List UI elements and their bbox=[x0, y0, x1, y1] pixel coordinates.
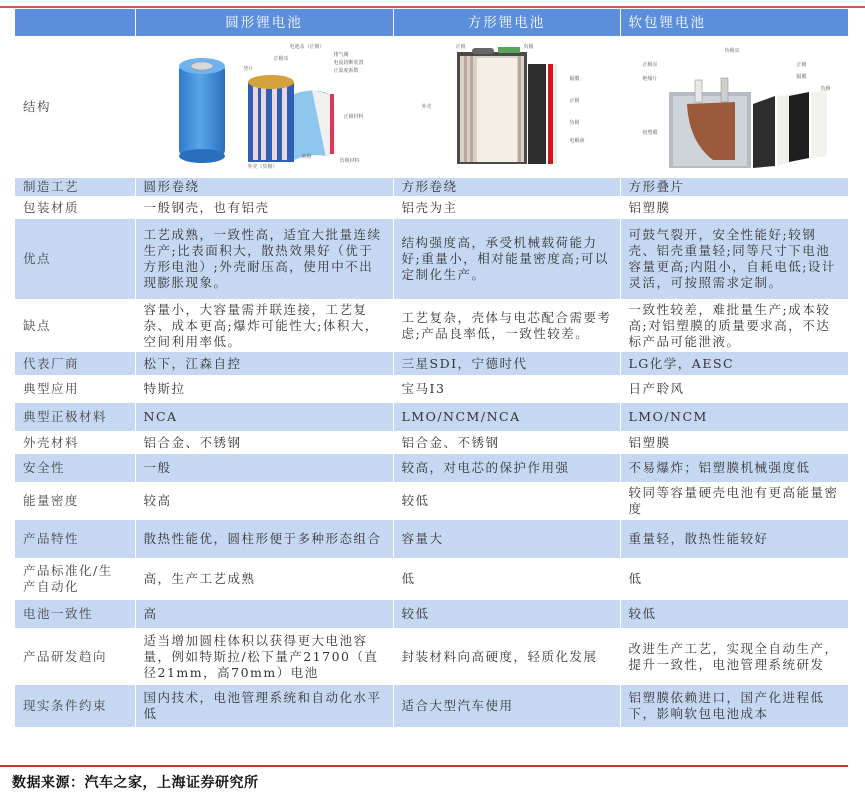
diagram-label: 电池盖（正极） bbox=[289, 44, 325, 50]
cell-prismatic: LMO/NCM/NCA bbox=[393, 403, 620, 431]
table-row bbox=[15, 219, 848, 299]
row-label: 产品标准化/生产自动化 bbox=[15, 558, 135, 600]
row-label: 包装材质 bbox=[15, 196, 135, 219]
row-label: 典型应用 bbox=[15, 375, 135, 403]
cell-cylindrical: 松下，江森自控 bbox=[135, 352, 393, 375]
cell-prismatic: 三星SDI，宁德时代 bbox=[393, 352, 620, 375]
cell-pouch: 重量轻，散热性能较好 bbox=[620, 520, 848, 558]
cell-cylindrical: 散热性能优，圆柱形便于多种形态组合 bbox=[135, 520, 393, 558]
diagram-label: 正极耳 bbox=[642, 62, 658, 68]
diagram-label: 排气阀 bbox=[333, 52, 349, 58]
cell-prismatic: 容量大 bbox=[393, 520, 620, 558]
header-blank bbox=[15, 9, 135, 36]
cell-cylindrical: 高，生产工艺成熟 bbox=[135, 558, 393, 600]
cell-cylindrical: 圆形卷绕 bbox=[135, 178, 393, 196]
cell-pouch: 铝塑膜 bbox=[620, 431, 848, 454]
diagram-label: 正极 bbox=[796, 62, 807, 68]
structure-row bbox=[15, 36, 848, 178]
cell-cylindrical: 较高 bbox=[135, 482, 393, 520]
pouch-battery-icon bbox=[629, 42, 841, 172]
row-label: 制造工艺 bbox=[15, 178, 135, 196]
row-label: 能量密度 bbox=[15, 482, 135, 520]
cell-cylindrical: 高 bbox=[135, 600, 393, 628]
cell-prismatic: 结构强度高，承受机械载荷能力好;重量小，相对能量密度高;可以定制化生产。 bbox=[393, 219, 620, 299]
cell-pouch: 改进生产工艺，实现全自动生产，提升一致性，电池管理系统研发 bbox=[620, 628, 848, 685]
diagram-label: 负极 bbox=[820, 86, 831, 92]
table-row bbox=[15, 520, 848, 558]
cell-pouch: 铝塑膜 bbox=[620, 196, 848, 219]
diagram-label: 绝缘片 bbox=[642, 76, 658, 82]
top-rule bbox=[0, 6, 865, 8]
cell-cylindrical: 工艺成熟，一致性高，适宜大批量连续生产;比表面积大，散热效果好（优于方形电池）;外壳耐压高，使用中不出现膨胀现象。 bbox=[135, 219, 393, 299]
row-label: 现实条件约束 bbox=[15, 685, 135, 727]
diagram-label: 负极 bbox=[523, 44, 534, 50]
prismatic-battery-diagram bbox=[402, 42, 612, 172]
cell-pouch: 较低 bbox=[620, 600, 848, 628]
row-label: 优点 bbox=[15, 219, 135, 299]
cell-pouch: 一致性较差，难批量生产;成本较高;对铝塑膜的质量要求高，不达标产品可能泄液。 bbox=[620, 299, 848, 352]
diagram-label: 正极 bbox=[569, 98, 580, 104]
header-prismatic: 方形锂电池 bbox=[393, 9, 620, 36]
cell-prismatic: 较低 bbox=[393, 600, 620, 628]
source-note: 数据来源：汽车之家，上海证券研究所 bbox=[12, 775, 259, 791]
table-row bbox=[15, 299, 848, 352]
table-row bbox=[15, 628, 848, 685]
diagram-label: 正极耳 bbox=[273, 56, 289, 62]
diagram-label: 负极耳 bbox=[724, 48, 740, 54]
row-label: 典型正极材料 bbox=[15, 403, 135, 431]
table-row bbox=[15, 685, 848, 727]
pouch-battery-diagram bbox=[629, 42, 841, 172]
prismatic-diagram-cell bbox=[393, 36, 620, 178]
prismatic-battery-icon bbox=[402, 42, 612, 172]
cell-pouch: LG化学，AESC bbox=[620, 352, 848, 375]
battery-comparison-table bbox=[15, 9, 848, 727]
diagram-label: 正温度系数 bbox=[333, 68, 359, 74]
cell-pouch: 低 bbox=[620, 558, 848, 600]
diagram-label: 铝塑膜 bbox=[642, 130, 658, 136]
diagram-label: 电流切断装置 bbox=[333, 60, 364, 66]
row-label: 外壳材料 bbox=[15, 431, 135, 454]
cell-cylindrical: 一般钢壳，也有铝壳 bbox=[135, 196, 393, 219]
cell-pouch: 较同等容量硬壳电池有更高能量密度 bbox=[620, 482, 848, 520]
cell-pouch: 方形叠片 bbox=[620, 178, 848, 196]
table-row bbox=[15, 178, 848, 196]
table-row bbox=[15, 196, 848, 219]
cell-pouch: 铝塑膜依赖进口，国产化进程低下，影响软包电池成本 bbox=[620, 685, 848, 727]
diagram-label: 负极材料 bbox=[339, 158, 360, 164]
header-pouch: 软包锂电池 bbox=[620, 9, 848, 36]
cell-prismatic: 较低 bbox=[393, 482, 620, 520]
cylindrical-battery-diagram bbox=[144, 42, 385, 172]
bottom-rule bbox=[0, 765, 848, 767]
cell-prismatic: 工艺复杂，壳体与电芯配合需要考虑;产品良率低，一致性较差。 bbox=[393, 299, 620, 352]
diagram-label: 负极 bbox=[301, 154, 312, 160]
row-label: 产品特性 bbox=[15, 520, 135, 558]
table-row bbox=[15, 352, 848, 375]
table-row bbox=[15, 600, 848, 628]
cell-prismatic: 铝壳为主 bbox=[393, 196, 620, 219]
row-label: 代表厂商 bbox=[15, 352, 135, 375]
cell-prismatic: 适合大型汽车使用 bbox=[393, 685, 620, 727]
cell-prismatic: 宝马I3 bbox=[393, 375, 620, 403]
table-row bbox=[15, 454, 848, 482]
diagram-label: 正极 bbox=[455, 44, 466, 50]
diagram-label: 电解液 bbox=[569, 138, 585, 144]
cell-pouch: 日产聆风 bbox=[620, 375, 848, 403]
diagram-label: 外壳（负极） bbox=[247, 164, 278, 170]
row-label: 电池一致性 bbox=[15, 600, 135, 628]
cell-pouch: 不易爆炸；铝塑膜机械强度低 bbox=[620, 454, 848, 482]
cell-pouch: LMO/NCM bbox=[620, 403, 848, 431]
row-label: 安全性 bbox=[15, 454, 135, 482]
cell-cylindrical: 铝合金、不锈钢 bbox=[135, 431, 393, 454]
table-row bbox=[15, 431, 848, 454]
table-row bbox=[15, 482, 848, 520]
cell-prismatic: 低 bbox=[393, 558, 620, 600]
cell-prismatic: 封装材料向高硬度，轻质化发展 bbox=[393, 628, 620, 685]
cell-cylindrical: 容量小，大容量需并联连接，工艺复杂、成本更高;爆炸可能性大;体积大，空间利用率低。 bbox=[135, 299, 393, 352]
cylindrical-diagram-cell bbox=[135, 36, 393, 178]
table-row bbox=[15, 375, 848, 403]
row-label: 结构 bbox=[15, 36, 135, 178]
cell-cylindrical: NCA bbox=[135, 403, 393, 431]
header-row bbox=[15, 9, 848, 36]
cell-cylindrical: 一般 bbox=[135, 454, 393, 482]
cell-prismatic: 较高，对电芯的保护作用强 bbox=[393, 454, 620, 482]
cell-pouch: 可鼓气裂开，安全性能好;较钢壳、铝壳重量轻;同等尺寸下电池容量更高;内阻小，自耗电低;设计灵活，可按照需求定制。 bbox=[620, 219, 848, 299]
pouch-diagram-cell bbox=[620, 36, 848, 178]
cell-prismatic: 方形卷绕 bbox=[393, 178, 620, 196]
table-row bbox=[15, 403, 848, 431]
cell-cylindrical: 国内技术，电池管理系统和自动化水平低 bbox=[135, 685, 393, 727]
row-label: 缺点 bbox=[15, 299, 135, 352]
diagram-label: 正极材料 bbox=[343, 114, 364, 120]
cell-prismatic: 铝合金、不锈钢 bbox=[393, 431, 620, 454]
table-row bbox=[15, 558, 848, 600]
diagram-label: 垫片 bbox=[243, 66, 254, 72]
diagram-label: 外壳 bbox=[421, 104, 432, 110]
diagram-label: 隔膜 bbox=[569, 76, 580, 82]
diagram-label: 隔膜 bbox=[796, 74, 807, 80]
diagram-label: 负极 bbox=[569, 120, 580, 126]
row-label: 产品研发趋向 bbox=[15, 628, 135, 685]
cell-cylindrical: 适当增加圆柱体积以获得更大电池容量，例如特斯拉/松下量产21700（直径21mm，高70mm）电池 bbox=[135, 628, 393, 685]
header-cylindrical: 圆形锂电池 bbox=[135, 9, 393, 36]
cell-cylindrical: 特斯拉 bbox=[135, 375, 393, 403]
